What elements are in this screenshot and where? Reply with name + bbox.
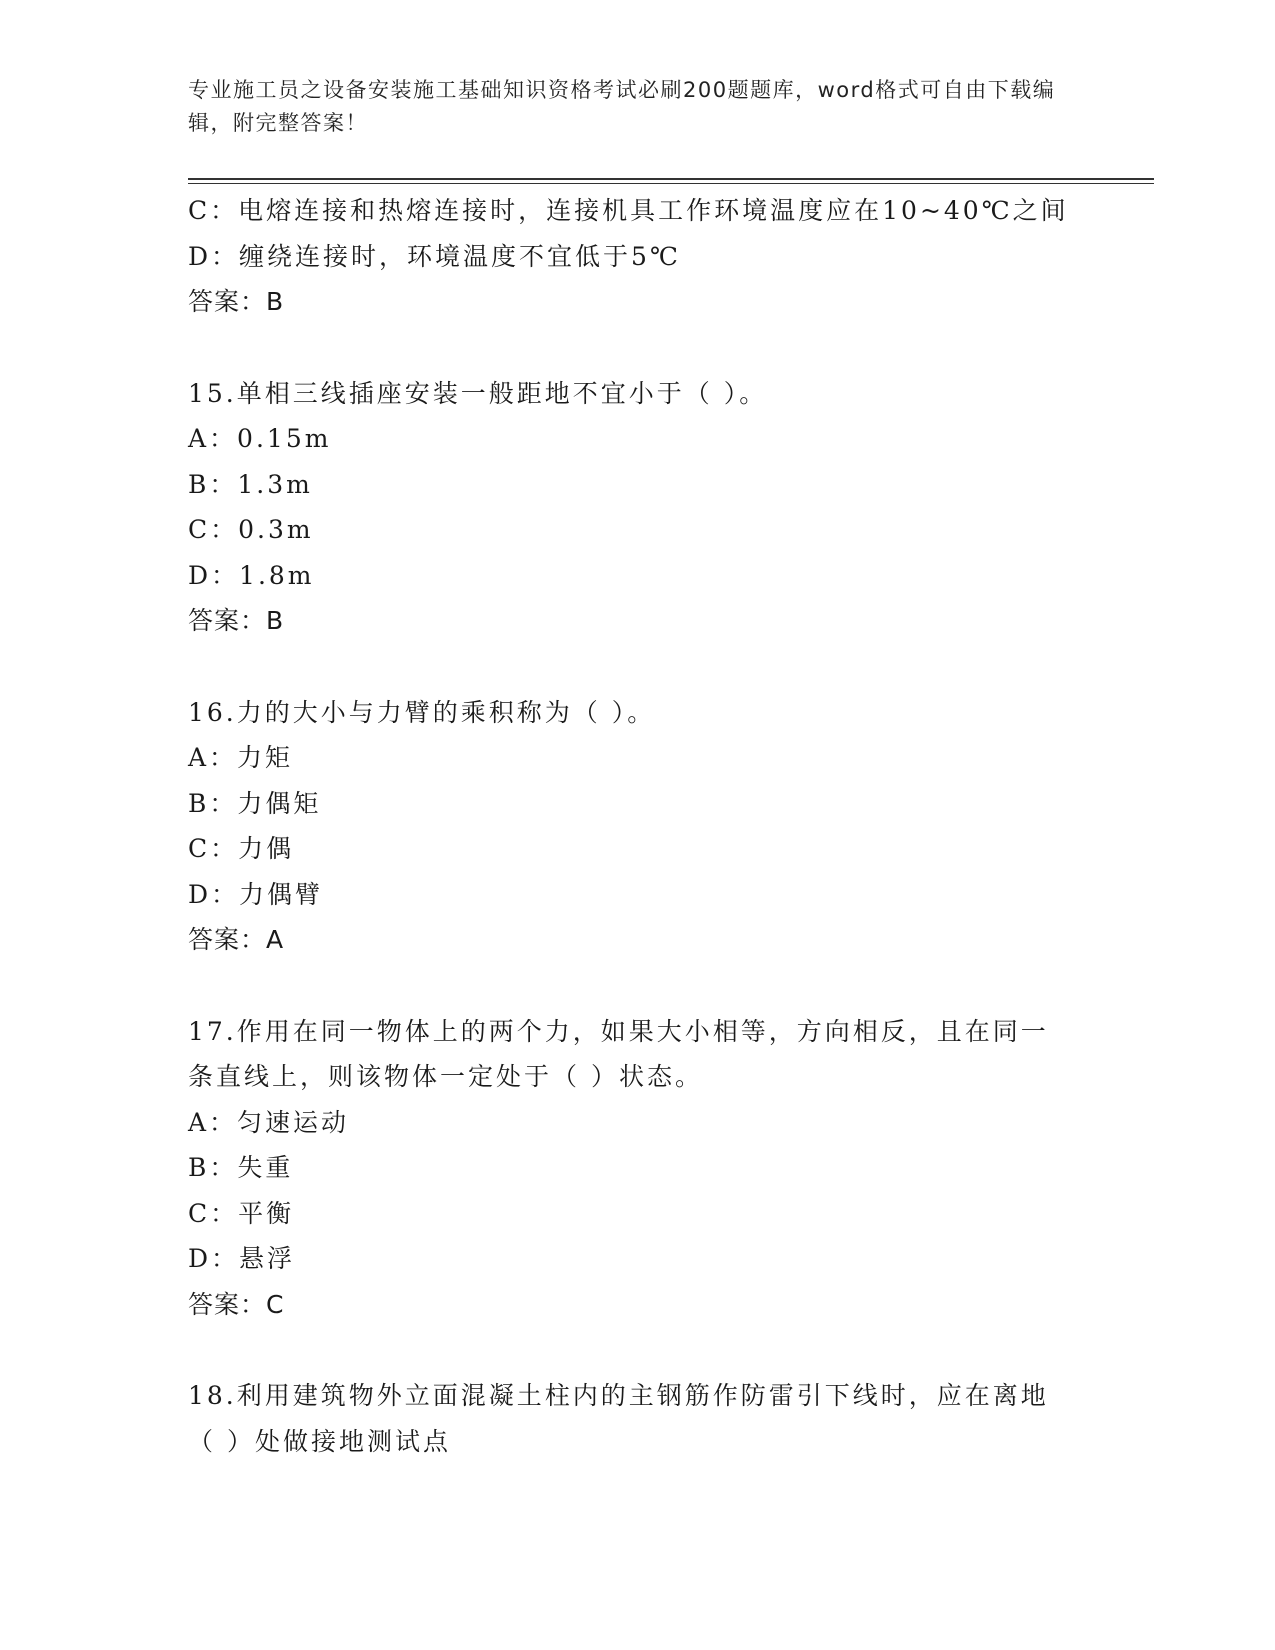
question-item xyxy=(188,1373,1088,1464)
option-c: C：0.3m xyxy=(188,515,314,544)
question-item xyxy=(188,690,1088,963)
option-d: D：力偶臂 xyxy=(188,879,324,909)
option-a: A：0.15m xyxy=(188,424,332,453)
option-d: D：缠绕连接时，环境温度不宜低于5℃ xyxy=(188,241,681,271)
option-d: D：悬浮 xyxy=(188,1244,296,1273)
answer-line: 答案：C xyxy=(188,1289,285,1319)
question-item xyxy=(188,188,1088,325)
header-divider-thin xyxy=(188,183,1154,184)
question-stem-continued: （ ）处做接地测试点 xyxy=(188,1426,451,1456)
option-b: B：1.3m xyxy=(188,469,313,499)
question-list xyxy=(188,188,1088,1464)
header-divider xyxy=(188,178,1154,180)
question-stem: 18.利用建筑物外立面混凝土柱内的主钢筋作防雷引下线时，应在离地 xyxy=(188,1381,1049,1410)
option-c: C：平衡 xyxy=(188,1198,295,1228)
option-c: C：力偶 xyxy=(188,834,295,863)
option-c: C：电熔连接和热熔连接时，连接机具工作环境温度应在10~40℃之间 xyxy=(188,196,1069,225)
option-a: A：力矩 xyxy=(188,743,294,772)
answer-line: 答案：B xyxy=(188,287,285,316)
answer-line: 答案：B xyxy=(188,606,285,635)
option-d: D：1.8m xyxy=(188,560,315,590)
document-header xyxy=(188,74,1088,140)
option-a: A：匀速运动 xyxy=(188,1107,350,1137)
question-stem: 17.作用在同一物体上的两个力，如果大小相等，方向相反，且在同一 xyxy=(188,1016,1049,1046)
header-title: 专业施工员之设备安装施工基础知识资格考试必刷200题题库，word格式可自由下载编辑，附完整答案！ xyxy=(188,78,1056,135)
question-stem: 16.力的大小与力臂的乘积称为（ ）。 xyxy=(188,697,656,727)
question-item xyxy=(188,1009,1088,1328)
question-stem: 15.单相三线插座安装一般距地不宜小于（ ）。 xyxy=(188,378,768,408)
question-item xyxy=(188,371,1088,644)
option-b: B：力偶矩 xyxy=(188,788,322,818)
answer-line: 答案：A xyxy=(188,925,285,954)
question-stem-continued: 条直线上，则该物体一定处于（ ）状态。 xyxy=(188,1062,703,1091)
option-b: B：失重 xyxy=(188,1153,294,1182)
